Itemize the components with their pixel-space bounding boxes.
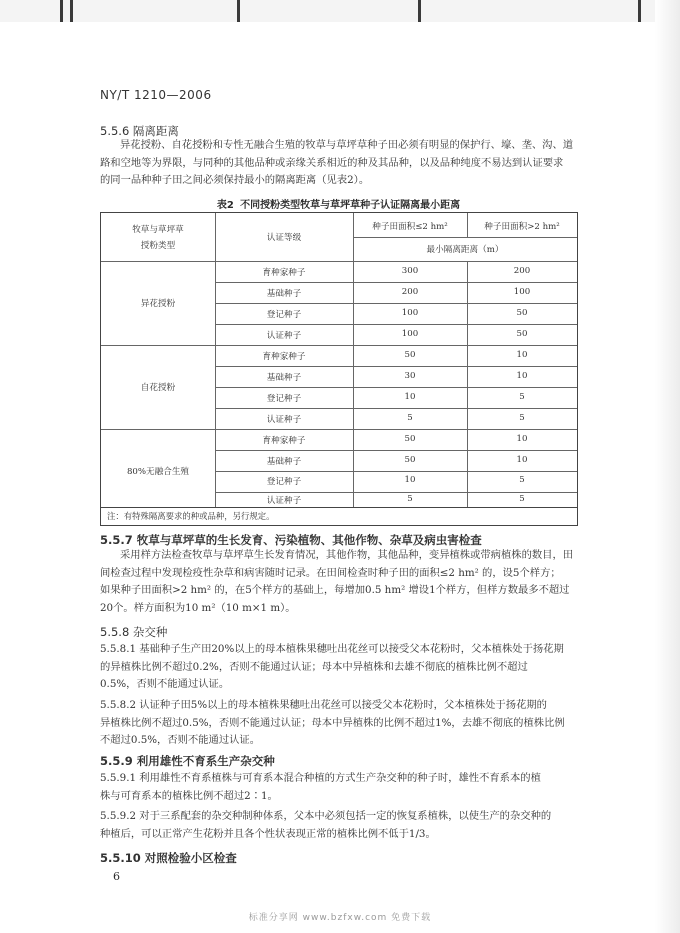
header-area-large: 种子田面积>2 hm² [484,222,560,232]
distance-large: 10 [516,350,528,360]
group-type: 80%无融合生殖 [126,467,190,477]
cert-level: 登记种子 [266,394,302,404]
text-line: 的异植株比例不超过0.2%，否则不能通过认证；母本中异植株和去雄不彻底的植株比例不超过 [100,660,528,673]
paragraph [100,137,573,190]
paragraph [100,808,551,843]
text-line: 5.5.9.1 利用雄性不育系植株与可育系本混合种植的方式生产杂交种的种子时，雄性不育系本的植 [100,772,541,784]
distance-large: 5 [519,392,525,402]
cert-level: 认证种子 [266,415,302,425]
section-heading: 5.5.10 对照检验小区检查 [100,851,237,865]
text-line: 路和空地等为界限，与同种的其他品种或亲缘关系相近的种及其品种，以及品种纯度不易达到认证要求 [100,156,564,169]
header-unit: 最小隔离距离（m） [426,245,504,255]
standard-number: NY/T 1210—2006 [100,88,212,102]
table-footnote: 注：有特殊隔离要求的种或品种，另行规定。 [107,511,275,521]
distance-large: 50 [516,308,528,318]
distance-large: 5 [519,494,525,504]
distance-small: 50 [404,350,416,360]
section-heading: 5.5.8 杂交种 [100,625,168,639]
cert-level: 基础种子 [266,457,302,467]
cert-level: 基础种子 [266,289,302,299]
distance-large: 5 [519,475,525,485]
isolation-distance-table [100,212,578,526]
page-number: 6 [113,870,120,883]
paragraph [100,547,573,617]
cert-level: 登记种子 [266,310,302,320]
text-line: 5.5.8.1 基础种子生产田20%以上的母本植株果穗吐出花丝可以接受父本花粉时，父本植株处于扬花期 [100,643,564,655]
watermark: 标准分享网 www.bzfxw.com 免费下载 [248,913,432,923]
distance-large: 10 [516,371,528,381]
paragraph [100,697,565,750]
text-line: 异植株比例不超过0.5%，否则不能通过认证；母本中异植株的比例不超过1%，去雄不彻底的植株比例 [100,716,565,729]
scan-top-edge [0,0,680,22]
distance-large: 100 [513,287,531,297]
distance-small: 5 [407,413,413,423]
text-line: 采用样方法检查牧草与草坪草生长发育情况，其他作物，其他品种，变异植株或带病植株的数目，田 [120,549,574,561]
cert-level: 登记种子 [266,477,302,487]
text-line: 20个。样方面积为10 m²（10 m×1 m）。 [100,601,296,614]
text-line: 5.5.8.2 认证种子田5%以上的母本植株果穗吐出花丝可以接受父本花粉时，父本植株处于扬花期的 [100,699,547,711]
text-line: 的同一品种种子田之间必须保持最小的隔离距离（见表2）。 [100,174,370,186]
cert-level: 育种家种子 [262,352,306,362]
distance-large: 10 [516,434,528,444]
text-line: 异花授粉、自花授粉和专性无融合生殖的牧草与草坪草种子田必须有明显的保护行、壕、垄、沟、道 [120,139,574,151]
table-caption [100,196,577,211]
distance-large: 200 [513,266,531,276]
section-heading: 5.5.6 隔离距离 [100,124,179,138]
distance-large: 5 [519,413,525,423]
paragraph [100,641,564,694]
header-area-small: 种子田面积≤2 hm² [372,222,448,232]
distance-small: 100 [401,329,419,339]
text-line: 0.5%，否则不能通过认证。 [100,678,230,690]
text-line: 种植后，可以正常产生花粉并且各个性状表现正常的植株比例不低于1/3。 [100,827,436,840]
table-caption-text: 不同授粉类型牧草与草坪草种子认证隔离最小距离 [240,200,461,211]
header-pollination-type: 牧草与草坪草 [132,225,184,235]
cert-level: 育种家种子 [262,268,306,278]
text-line: 间检查过程中发现检疫性杂草和病害随时记录。在田间检查时种子田的面积≤2 hm² 的，设5个样方； [100,566,561,579]
scan-right-shade [655,0,680,933]
distance-small: 10 [404,392,416,402]
text-line: 5.5.9.2 对于三系配套的杂交种制种体系，父本中必须包括一定的恢复系植株，以使生产的杂交种的 [100,810,552,822]
header-cert-level: 认证等级 [266,233,302,243]
cert-level: 认证种子 [266,331,302,341]
distance-large: 10 [516,455,528,465]
group-type: 异花授粉 [140,299,176,309]
distance-small: 100 [401,308,419,318]
text-line: 不超过0.5%，否则不能通过认证。 [100,734,261,746]
section-heading: 5.5.9 利用雄性不育系生产杂交种 [100,754,275,768]
text-line: 如果种子田面积>2 hm² 的，在5个样方的基础上，每增加0.5 hm² 增设1个样方，但样方数最多不超过 [100,584,570,596]
distance-large: 50 [516,329,528,339]
distance-small: 30 [404,371,416,381]
cert-level: 育种家种子 [262,436,306,446]
paragraph [100,770,541,805]
cert-level: 基础种子 [266,373,302,383]
header-pollination-type-2: 授粉类型 [140,241,176,251]
table-caption-label: 表2 [216,200,234,211]
distance-small: 300 [401,266,419,276]
distance-small: 5 [407,494,413,504]
distance-small: 50 [404,455,416,465]
section-heading: 5.5.7 牧草与草坪草的生长发育、污染植物、其他作物、杂草及病虫害检查 [100,533,482,547]
group-type: 自花授粉 [140,383,176,393]
distance-small: 200 [401,287,419,297]
cert-level: 认证种子 [266,496,302,506]
text-line: 株与可育系本的植株比例不超过2∶1。 [100,789,278,802]
distance-small: 10 [404,475,416,485]
distance-small: 50 [404,434,416,444]
